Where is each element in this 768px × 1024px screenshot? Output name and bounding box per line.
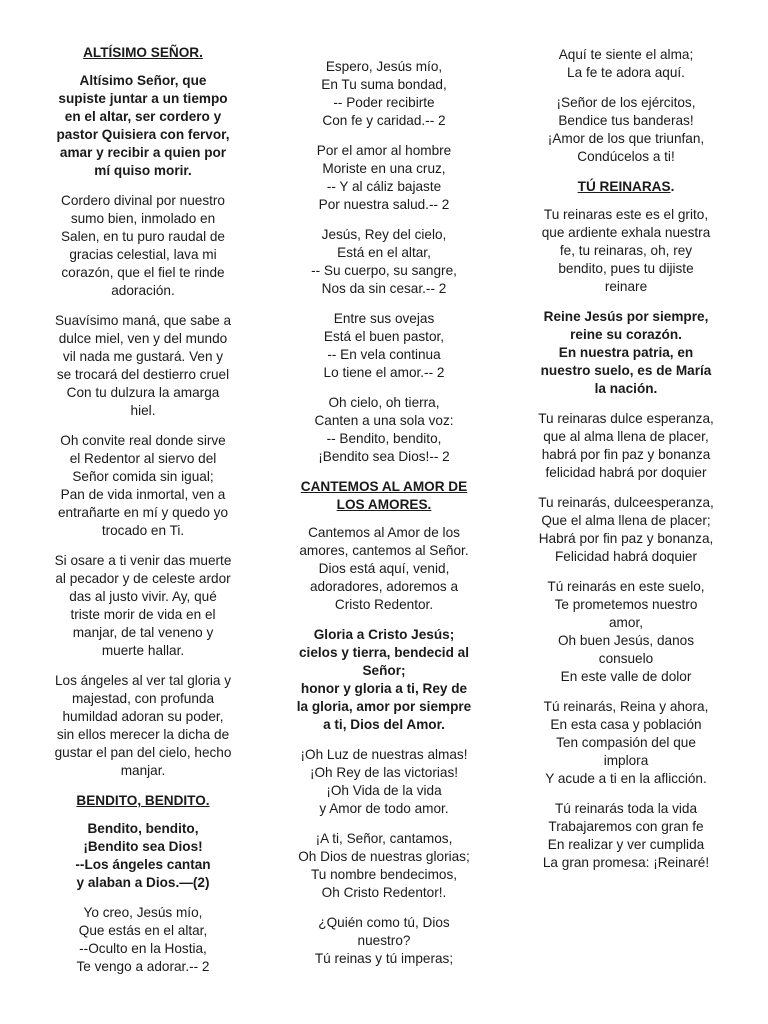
verse: Si osare a ti venir das muerte al pecador y de celeste ardor das al justo vivir. Ay, qué triste morir de vida en el manjar, de tal veneno y muerte hallar. <box>54 553 232 658</box>
verse: Cantemos al Amor de los amores, cantemos al Señor. Dios está aquí, venid, adoradores, adoremos a Cristo Redentor. <box>299 525 469 612</box>
column-1 <box>40 44 246 988</box>
verse: Tu reinarás, dulceesperanza, Que el alma llena de placer; Habrá por fin paz y bonanza, Felicidad habrá doquier <box>538 495 714 564</box>
chorus-altisimo-senor: Altísimo Señor, que supiste juntar a un tiempo en el altar, ser cordero y pastor Quisiera con fervor, amar y recibir a quien por mí quiso morir. <box>56 73 230 178</box>
verse: ¡Oh Luz de nuestras almas! ¡Oh Rey de las victorias! ¡Oh Vida de la vida y Amor de todo amor. <box>300 747 468 816</box>
hymn-title-altisimo-senor: ALTÍSIMO SEÑOR. <box>83 45 203 60</box>
verse: Cordero divinal por nuestro sumo bien, inmolado en Salen, en tu puro raudal de gracias celestial, lava mi corazón, que el fiel te rinde adoración. <box>60 193 225 298</box>
column-2 <box>286 58 482 980</box>
verse: Aquí te siente el alma; La fe te adora aquí. <box>558 47 694 80</box>
verse: Entre sus ovejas Está el buen pastor, -- En vela continua Lo tiene el amor.-- 2 <box>323 311 445 380</box>
hymn-title-text: TÚ REINARAS <box>577 179 671 194</box>
verse: Los ángeles al ver tal gloria y majestad, con profunda humildad adoran su poder, sin ellos merecer la dicha de gustar el pan del cielo, hecho manjar. <box>54 673 232 778</box>
chorus-bendito: Bendito, bendito, ¡Bendito sea Dios! --Los ángeles cantan y alaban a Dios.—(2) <box>75 821 211 890</box>
verse: Oh cielo, oh tierra, Canten a una sola voz: -- Bendito, bendito, ¡Bendito sea Dios!-- 2 <box>314 395 454 464</box>
chorus-tu-reinaras: Reine Jesús por siempre, reine su corazón. En nuestra patria, en nuestro suelo, es de María la nación. <box>540 309 712 396</box>
chorus-cantemos: Gloria a Cristo Jesús; cielos y tierra, bendecid al Señor; honor y gloria a ti, Rey de la gloria, amor por siempre a ti, Dios del Amor. <box>296 627 472 732</box>
hymn-title-cantemos: CANTEMOS AL AMOR DE LOS AMORES. <box>300 479 468 512</box>
verse: Yo creo, Jesús mío, Que estás en el altar, --Oculto en la Hostia, Te vengo a adorar.-- 2 <box>76 905 210 974</box>
verse: Oh convite real donde sirve el Redentor al siervo del Señor comida sin igual; Pan de vida inmortal, ven a entrañarte en mí y quedo yo trocado en Ti. <box>57 433 229 538</box>
verse: Tú reinarás, Reina y ahora, En esta casa y población Ten compasión del que implora Y acude a ti en la aflicción. <box>543 699 709 786</box>
verse: ¿Quién como tú, Dios nuestro? Tú reinas y tú imperas; <box>314 915 454 966</box>
verse: Tú reinarás en este suelo, Te prometemos nuestro amor, Oh buen Jesús, danos consuelo En este valle de dolor <box>547 579 705 684</box>
hymn-title-period: . <box>670 179 675 194</box>
verse: Por el amor al hombre Moriste en una cruz, -- Y al cáliz bajaste Por nuestra salud.-- 2 <box>316 143 452 212</box>
verse: Jesús, Rey del cielo, Está en el altar, -- Su cuerpo, su sangre, Nos da sin cesar.-- 2 <box>311 227 457 296</box>
hymn-title-tu-reinaras <box>520 178 732 196</box>
verse: Tu reinaras este es el grito, que ardiente exhala nuestra fe, tu reinaras, oh, rey bendito, pues tu dijiste reinare <box>541 207 711 294</box>
verse: Espero, Jesús mío, En Tu suma bondad, -- Poder recibirte Con fe y caridad.-- 2 <box>321 59 447 128</box>
verse: ¡Señor de los ejércitos, Bendice tus banderas! ¡Amor de los que triunfan, Condúcelos a ti! <box>547 95 705 164</box>
hymn-title-bendito: BENDITO, BENDITO. <box>76 793 210 808</box>
verse: ¡A ti, Señor, cantamos, Oh Dios de nuestras glorias; Tu nombre bendecimos, Oh Cristo Redentor!. <box>298 831 470 900</box>
verse: Tú reinarás toda la vida Trabajaremos con gran fe En realizar y ver cumplida La gran promesa: ¡Reinaré! <box>542 801 710 870</box>
column-3 <box>520 46 732 884</box>
verse: Suavísimo maná, que sabe a dulce miel, ven y del mundo vil nada me gustará. Ven y se trocará del destierro cruel Con tu dulzura la amarga hiel. <box>54 313 232 418</box>
verse: Tu reinaras dulce esperanza, que al alma llena de placer, habrá por fin paz y bonanza felicidad habrá por doquier <box>538 411 714 480</box>
